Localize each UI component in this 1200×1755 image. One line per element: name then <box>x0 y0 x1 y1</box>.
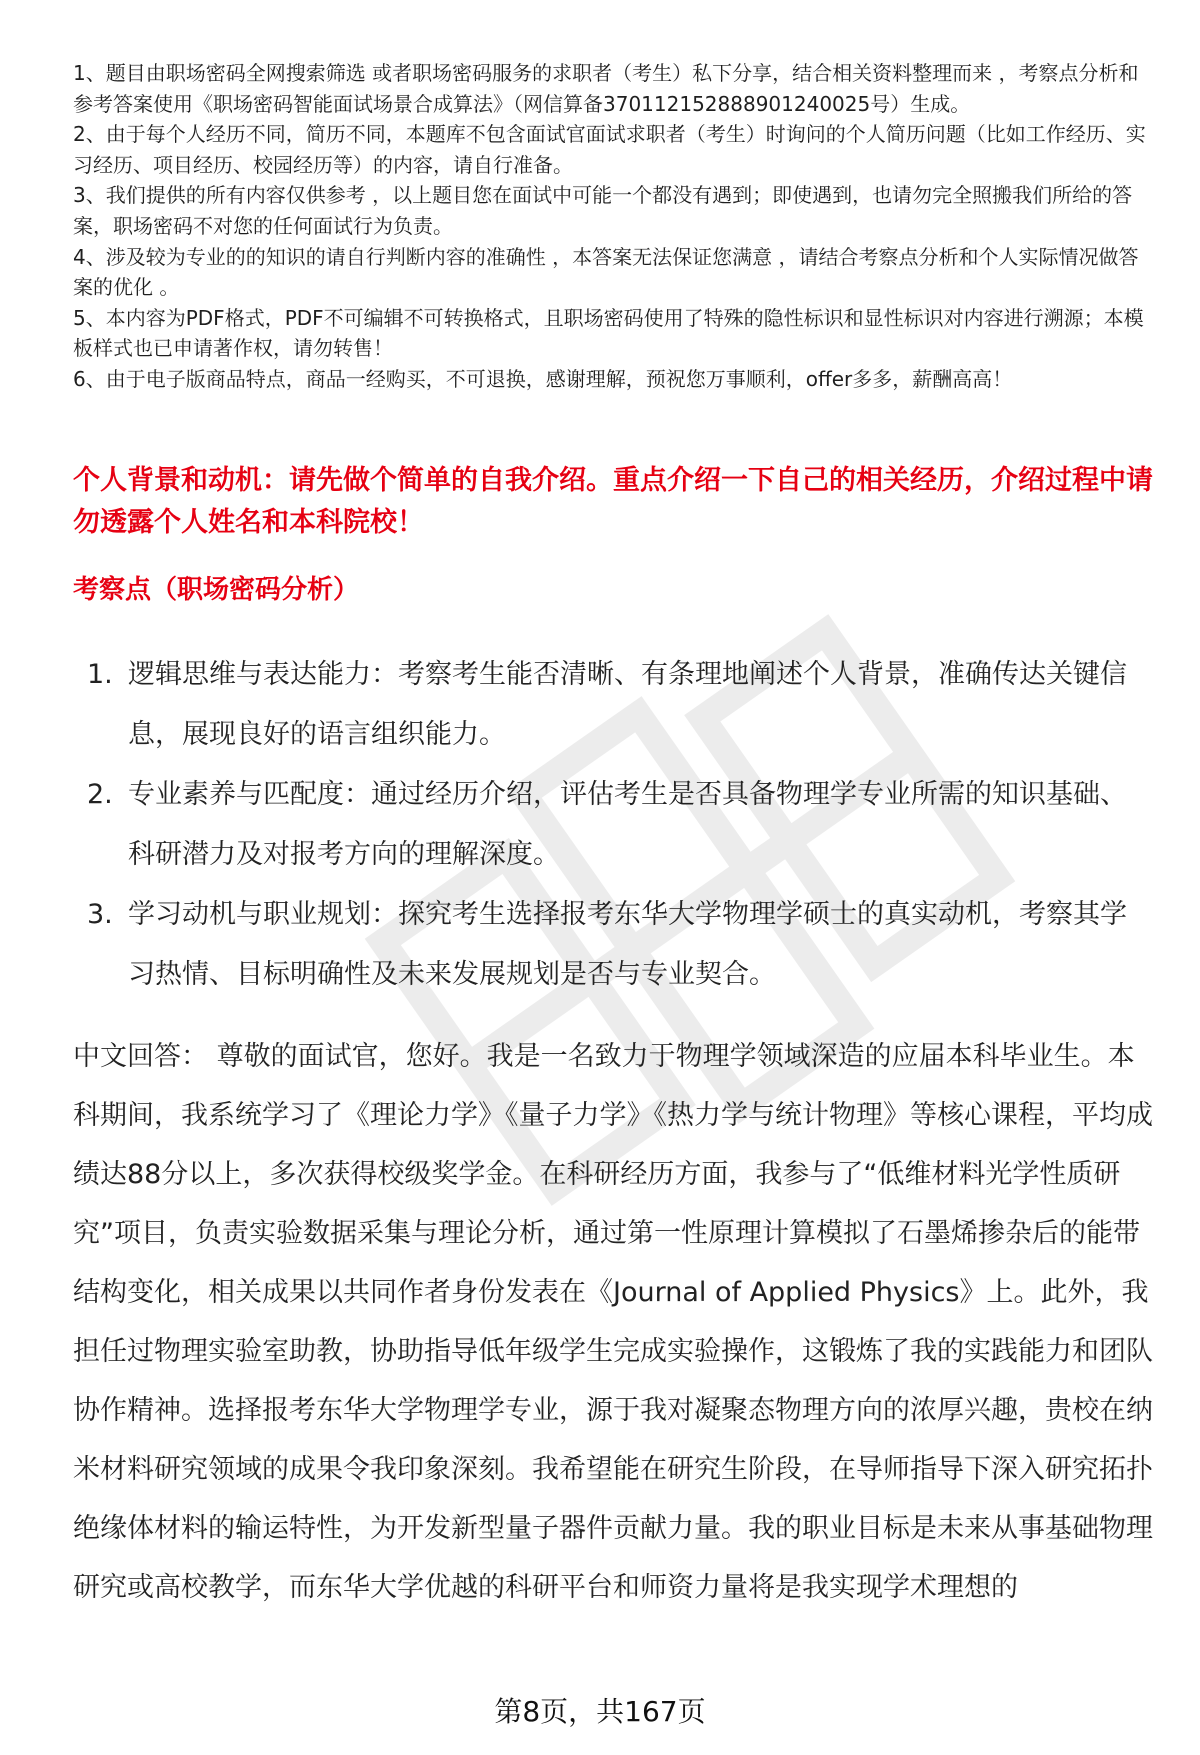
note-item-1: 1、题目由职场密码全网搜索筛选 或者职场密码服务的求职者（考生）私下分享，结合相关资料整理而来 ，考察点分析和参考答案使用《职场密码智能面试场景合成算法》（网信算备370112152888901240025号）生成。 <box>73 61 1139 116</box>
note-item-4: 4、涉及较为专业的的知识的请自行判断内容的准确性 ，本答案无法保证您满意 ，请结合考察点分析和个人实际情况做答案的优化 。 <box>73 244 1139 300</box>
analysis-point-text: 逻辑思维与表达能力：考察考生能否清晰、有条理地阐述个人背景，准确传达关键信息，展现良好的语言组织能力。 <box>128 659 1127 750</box>
note-item-2: 2、由于每个人经历不同，简历不同，本题库不包含面试官面试求职者（考生）时询问的个人简历问题（比如工作经历、实习经历、项目经历、校园经历等）的内容，请自行准备。 <box>73 122 1146 177</box>
analysis-point-text: 专业素养与匹配度：通过经历介绍，评估考生是否具备物理学专业所需的知识基础、科研潜力及对报考方向的理解深度。 <box>128 779 1127 870</box>
analysis-point-number: 3. <box>87 899 113 930</box>
note-item-5: 5、本内容为PDF格式，PDF不可编辑不可转换格式，且职场密码使用了特殊的隐性标识和显性标识对内容进行溯源；本模板样式也已申请著作权，请勿转售！ <box>73 305 1144 361</box>
analysis-point-number: 1. <box>87 659 113 690</box>
interview-question: 个人背景和动机：请先做个简单的自我介绍。重点介绍一下自己的相关经历，介绍过程中请勿透露个人姓名和本科院校！ <box>73 465 1153 538</box>
analysis-point-text: 学习动机与职业规划：探究考生选择报考东华大学物理学硕士的真实动机，考察其学习热情、目标明确性及未来发展规划是否与专业契合。 <box>128 899 1127 990</box>
analysis-points-list <box>73 645 1153 1005</box>
note-item-3: 3、我们提供的所有内容仅供参考 ，以上题目您在面试中可能一个都没有遇到；即使遇到，也请勿完全照搬我们所给的答案，职场密码不对您的任何面试行为负责。 <box>73 183 1133 238</box>
page-number-footer: 第8页，共167页 <box>494 1695 706 1728</box>
analysis-point-number: 2. <box>87 779 113 810</box>
sample-answer: 中文回答： 尊敬的面试官，您好。我是一名致力于物理学领域深造的应届本科毕业生。本科期间，我系统学习了《理论力学》《量子力学》《热力学与统计物理》等核心课程，平均成绩达88分以上，多次获得校级奖学金。在科研经历方面，我参与了“低维材料光学性质研究”项目，负责实验数据采集与理论分析，通过第一性原理计算模拟了石墨烯掺杂后的能带结构变化，相关成果以共同作者身份发表在《Journal of Applied Physics》上。此外，我担任过物理实验室助教，协助指导低年级学生完成实验操作，这锻炼了我的实践能力和团队协作精神。选择报考东华大学物理学专业，源于我对凝聚态物理方向的浓厚兴趣，贵校在纳米材料研究领域的成果令我印象深刻。我希望能在研究生阶段，在导师指导下深入研究拓扑绝缘体材料的输运特性，为开发新型量子器件贡献力量。我的职业目标是未来从事基础物理研究或高校教学，而东华大学优越的科研平台和师资力量将是我实现学术理想的 <box>73 1041 1153 1603</box>
analysis-point <box>73 765 1153 885</box>
disclaimer-notes <box>73 58 1153 395</box>
note-item-6: 6、由于电子版商品特点，商品一经购买，不可退换，感谢理解，预祝您万事顺利，offer多多，薪酬高高！ <box>73 366 1013 391</box>
analysis-point <box>73 645 1153 765</box>
analysis-section-title: 考察点（职场密码分析） <box>73 575 360 605</box>
analysis-point <box>73 885 1153 1005</box>
